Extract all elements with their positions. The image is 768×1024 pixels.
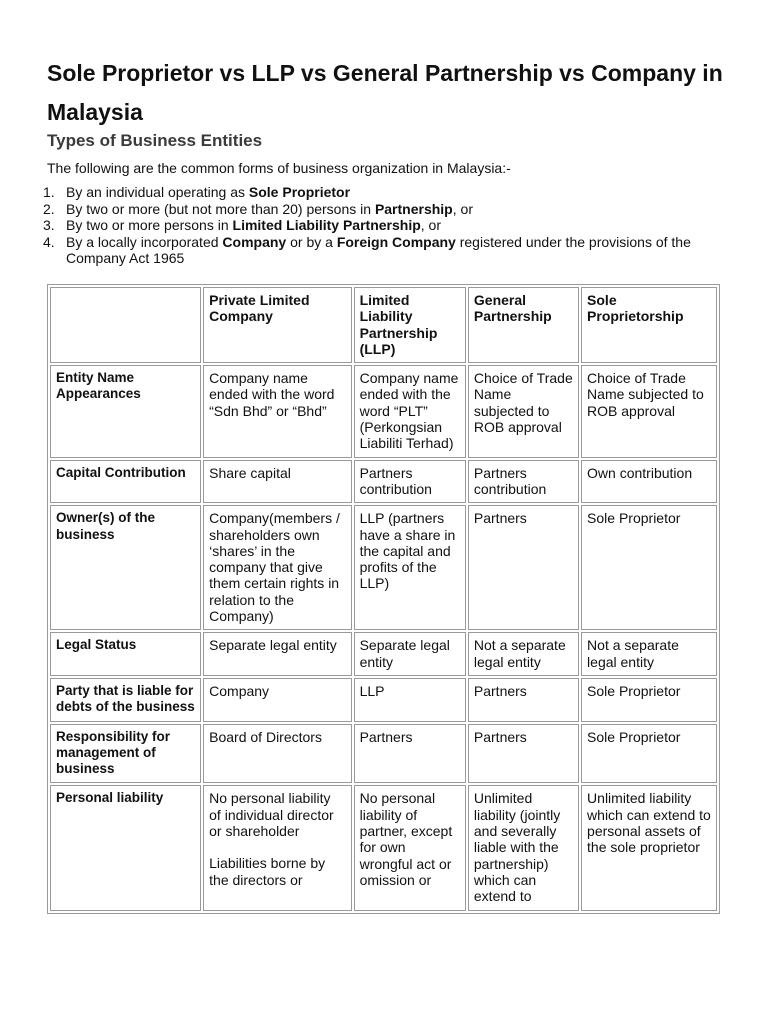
table-row [50,632,717,676]
row-label: Responsibility for management of business [50,724,201,784]
header-company: Private Limited Company [203,287,351,363]
cell-partnership: Partners contribution [468,460,579,504]
row-label: Owner(s) of the business [50,505,201,630]
table-row [50,724,717,784]
list-text: By a locally incorporated [66,233,223,250]
row-label: Party that is liable for debts of the business [50,678,201,722]
cell-llp: Partners contribution [354,460,466,504]
cell-llp: Company name ended with the word “PLT” (Perkongsian Liabiliti Terhad) [354,365,466,457]
list-bold-text: Company [222,233,287,250]
section-heading: Types of Business Entities [47,131,263,150]
paragraph-gap [209,839,345,855]
table-row [50,365,717,457]
row-label: Legal Status [50,632,201,676]
cell-company: Company(members / shareholders own ‘shares’ in the company that give them certain rights in relation to the Company) [203,505,351,630]
list-bold-text: Foreign Company [336,233,456,250]
cell-sole: Sole Proprietor [581,678,717,722]
list-number: 2. [43,200,55,217]
cell-company: Board of Directors [203,724,351,784]
list-bold-text: Limited Liability Partnership [232,217,421,233]
table-row [50,505,717,630]
cell-sole: Own contribution [581,460,717,504]
cell-partnership: Unlimited liability (jointly and severally liable with the partnership) which can extend to [468,785,579,910]
list-text: registered under the provisions of the Company Act 1965 [66,233,691,266]
cell-llp: Partners [354,724,466,784]
list-number: 3. [43,217,55,233]
cell-partnership: Partners [468,724,579,784]
cell-sole: Unlimited liability which can extend to personal assets of the sole proprietor [581,785,717,910]
cell-llp: LLP [354,678,466,722]
cell-sole: Sole Proprietor [581,724,717,784]
cell-company: Share capital [203,460,351,504]
row-label: Entity Name Appearances [50,365,201,457]
list-number: 4. [43,233,55,250]
list-text: , or [420,217,442,233]
list-bold-text: Partnership [374,200,453,217]
cell-partnership: Partners [468,678,579,722]
cell-llp: Separate legal entity [354,632,466,676]
cell-company-text: No personal liability of individual director or shareholder [209,790,334,840]
cell-sole: Sole Proprietor [581,505,717,630]
list-item [43,233,727,267]
header-llp: Limited Liability Partnership (LLP) [354,287,466,363]
list-item [43,200,727,218]
list-text: By an individual operating as [66,184,249,200]
header-empty [50,287,201,363]
entity-list [43,184,727,267]
table-row [50,785,717,910]
cell-company: Company name ended with the word “Sdn Bhd” or “Bhd” [203,365,351,457]
cell-company [203,785,351,910]
list-bold-text: Sole Proprietor [248,184,351,200]
cell-sole: Choice of Trade Name subjected to ROB approval [581,365,717,457]
table-header-row [50,287,717,363]
list-text: By two or more persons in [66,217,233,233]
cell-partnership: Partners [468,505,579,630]
table-row [50,678,717,722]
list-item [43,184,727,201]
list-item [43,217,727,234]
header-sole: Sole Proprietorship [581,287,717,363]
row-label: Capital Contribution [50,460,201,504]
list-number: 1. [43,184,55,200]
list-text: or by a [286,233,337,250]
page-title: Sole Proprietor vs LLP vs General Partnership vs Company in Malaysia [47,60,723,125]
cell-partnership: Choice of Trade Name subjected to ROB approval [468,365,579,457]
cell-sole: Not a separate legal entity [581,632,717,676]
cell-company: Company [203,678,351,722]
intro-paragraph: The following are the common forms of business organization in Malaysia:- [47,160,511,176]
cell-company-extra: Liabilities borne by the directors or [209,855,326,888]
list-text: By two or more (but not more than 20) persons in [66,200,375,217]
cell-llp: No personal liability of partner, except for own wrongful act or omission or [354,785,466,910]
cell-company: Separate legal entity [203,632,351,676]
comparison-table [47,284,720,914]
cell-llp: LLP (partners have a share in the capital and profits of the LLP) [354,505,466,630]
row-label: Personal liability [50,785,201,910]
cell-partnership: Not a separate legal entity [468,632,579,676]
header-partnership: General Partnership [468,287,579,363]
list-text: , or [452,200,473,217]
table-row [50,460,717,504]
